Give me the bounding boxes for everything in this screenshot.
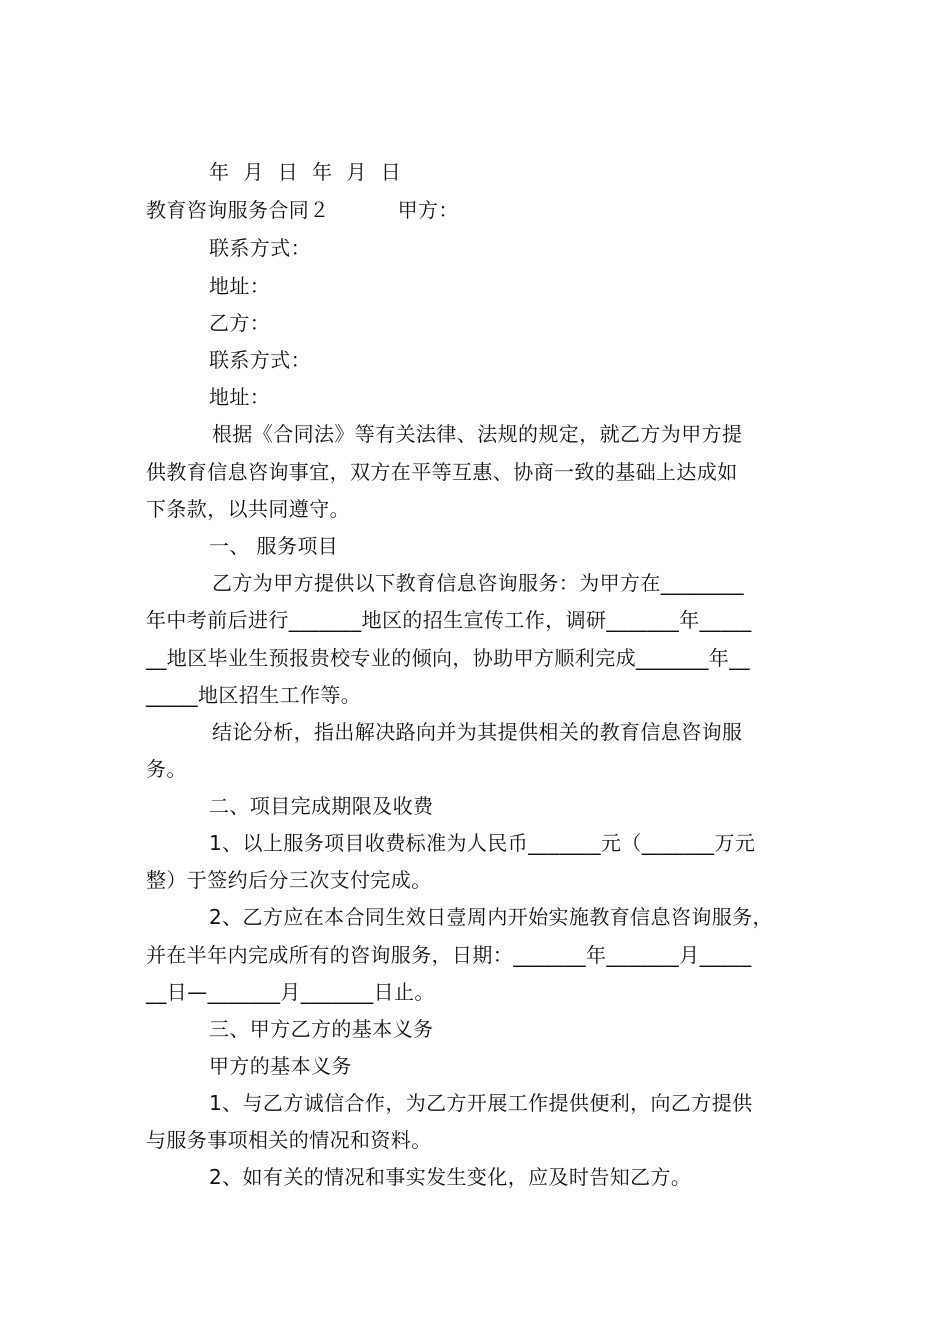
section-1-body-line: 年中考前后进行_______地区的招生宣传工作，调研_______年_____ xyxy=(146,608,752,632)
section-3-item-1-line: 1、与乙方诚信合作，为乙方开展工作提供便利，向乙方提供 xyxy=(209,1091,753,1115)
conclusion-line: 结论分析，指出解决路向并为其提供相关的教育信息咨询服 xyxy=(212,720,743,744)
section-1-title: 一、 服务项目 xyxy=(209,534,339,558)
section-1-body-line: _____地区招生工作等。 xyxy=(146,683,362,707)
section-2-item-1-line: 1、以上服务项目收费标准为人民币_______元（_______万元 xyxy=(209,831,756,855)
section-2-title: 二、项目完成期限及收费 xyxy=(209,794,434,818)
section-3-item-1-line: 与服务事项相关的情况和资料。 xyxy=(146,1128,432,1152)
section-2-item-1-line: 整）于签约后分三次支付完成。 xyxy=(146,868,432,892)
title-line xyxy=(146,192,459,228)
section-3-subtitle: 甲方的基本义务 xyxy=(209,1054,352,1078)
section-2-item-2-line: 2、乙方应在本合同生效日壹周内开始实施教育信息咨询服务， xyxy=(209,905,773,929)
section-3-item-2-line: 2、如有关的情况和事实发生变化，应及时告知乙方。 xyxy=(209,1165,692,1189)
section-1-body-line: 乙方为甲方提供以下教育信息咨询服务：为甲方在________ xyxy=(212,571,744,595)
document-title: 教育咨询服务合同２ xyxy=(146,198,330,222)
party-b-label: 乙方： xyxy=(209,311,271,335)
party-b-address: 地址： xyxy=(209,385,271,409)
section-2-item-2-line: __日—_______月_______日止。 xyxy=(146,980,435,1004)
intro-line: 下条款，以共同遵守。 xyxy=(146,497,350,521)
section-3-title: 三、甲方乙方的基本义务 xyxy=(209,1017,434,1041)
party-b-contact: 联系方式： xyxy=(209,348,311,372)
section-1-body-line: __地区毕业生预报贵校专业的倾向，协助甲方顺利完成_______年__ xyxy=(146,646,750,670)
party-a-address: 地址： xyxy=(209,274,271,298)
section-2-item-2-line: 并在半年内完成所有的咨询服务，日期：_______年_______月_____ xyxy=(146,943,752,967)
intro-line: 供教育信息咨询事宜，双方在平等互惠、协商一致的基础上达成如 xyxy=(146,460,738,484)
intro-line: 根据《合同法》等有关法律、法规的规定，就乙方为甲方提 xyxy=(212,422,743,446)
conclusion-line: 务。 xyxy=(146,757,187,781)
dates-line: 年 月 日 年 月 日 xyxy=(209,160,405,184)
party-a-contact: 联系方式： xyxy=(209,236,311,260)
party-a-label: 甲方： xyxy=(397,198,459,222)
